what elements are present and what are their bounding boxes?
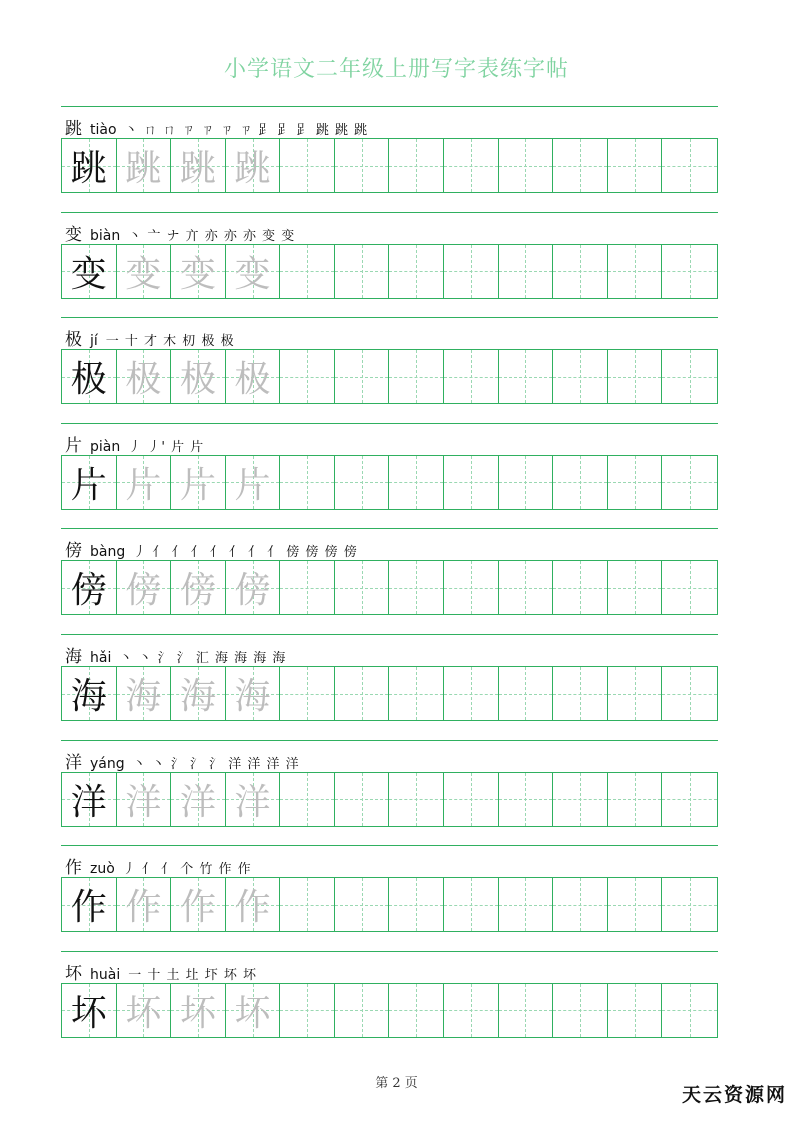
trace-char: 傍	[125, 570, 162, 612]
trace-char: 极	[125, 359, 162, 401]
tian-grid	[61, 349, 718, 404]
grid-cell	[444, 984, 499, 1037]
trace-char: 极	[234, 359, 271, 401]
trace-char: 变	[234, 253, 271, 295]
grid-cell	[608, 245, 663, 298]
grid-cell	[553, 350, 608, 403]
tian-grid	[61, 666, 718, 721]
grid-cell	[662, 667, 717, 720]
grid-cell	[226, 878, 281, 931]
char-info	[65, 325, 235, 351]
char-label: 洋	[65, 752, 82, 773]
practice-row	[61, 317, 718, 413]
grid-cell	[553, 667, 608, 720]
trace-char: 变	[179, 253, 216, 295]
trace-char: 变	[125, 253, 162, 295]
site-watermark: 天云资源网	[681, 1084, 787, 1106]
grid-cell	[662, 139, 717, 192]
trace-char: 洋	[125, 781, 162, 823]
grid-cell	[608, 984, 663, 1037]
grid-cell	[280, 350, 335, 403]
grid-cell	[226, 350, 281, 403]
grid-cell	[662, 456, 717, 509]
trace-char: 坏	[125, 992, 162, 1034]
char-info	[65, 431, 205, 456]
practice-row	[61, 528, 718, 624]
grid-cell	[499, 878, 554, 931]
row-separator	[61, 634, 718, 635]
trace-char: 海	[179, 676, 216, 717]
grid-cell	[62, 561, 117, 614]
row-separator	[61, 212, 718, 213]
grid-cell	[553, 456, 608, 509]
grid-cell	[608, 773, 663, 826]
grid-cell	[608, 561, 663, 614]
practice-row	[61, 845, 718, 941]
grid-cell	[117, 878, 172, 931]
grid-cell	[389, 350, 444, 403]
grid-cell	[662, 773, 717, 826]
grid-cell	[389, 456, 444, 509]
grid-cell	[499, 773, 554, 826]
stroke-order: 丿 亻 亻 亻 亻 亻 亻 亻 傍 傍 傍 傍	[133, 545, 358, 561]
grid-cell	[499, 456, 554, 509]
trace-char: 极	[179, 359, 216, 401]
grid-cell	[444, 878, 499, 931]
grid-cell	[499, 350, 554, 403]
trace-char: 坏	[179, 992, 216, 1034]
grid-cell	[553, 984, 608, 1037]
grid-cell	[171, 878, 226, 931]
grid-cell	[553, 245, 608, 298]
grid-cell	[171, 245, 226, 298]
grid-cell	[335, 245, 390, 298]
grid-cell	[335, 984, 390, 1037]
tian-grid	[61, 138, 718, 193]
grid-cell	[117, 350, 172, 403]
trace-char: 跳	[179, 148, 216, 189]
model-char: 极	[70, 359, 107, 401]
grid-cell	[62, 878, 117, 931]
grid-cell	[226, 139, 281, 192]
grid-cell	[62, 667, 117, 720]
pinyin-label: bàng	[90, 544, 126, 561]
grid-cell	[226, 773, 281, 826]
grid-cell	[335, 139, 390, 192]
char-label: 片	[65, 435, 82, 456]
grid-cell	[62, 350, 117, 403]
tian-grid	[61, 244, 718, 299]
grid-cell	[499, 245, 554, 298]
grid-cell	[226, 456, 281, 509]
practice-row	[61, 634, 718, 730]
pinyin-label: zuò	[90, 861, 115, 878]
stroke-order: 丶 亠 ナ 亣 亦 亦 亦 变 变	[128, 228, 296, 244]
grid-cell	[117, 667, 172, 720]
row-separator	[61, 317, 718, 318]
pinyin-label: tiào	[90, 122, 117, 138]
grid-cell	[171, 773, 226, 826]
grid-cell	[280, 984, 335, 1037]
char-info	[65, 642, 287, 667]
char-label: 坏	[65, 963, 82, 984]
practice-row	[61, 106, 718, 202]
grid-cell	[226, 245, 281, 298]
grid-cell	[280, 561, 335, 614]
stroke-order: 一 十 土 圵 圷 坏 坏	[128, 967, 258, 983]
grid-cell	[499, 984, 554, 1037]
grid-cell	[662, 561, 717, 614]
grid-cell	[335, 667, 390, 720]
trace-char: 跳	[234, 148, 271, 189]
grid-cell	[335, 561, 390, 614]
grid-cell	[280, 139, 335, 192]
char-label: 极	[65, 330, 82, 351]
grid-cell	[62, 245, 117, 298]
grid-cell	[662, 245, 717, 298]
grid-cell	[335, 456, 390, 509]
practice-row	[61, 740, 718, 836]
stroke-order: 丿 亻 亻 个 竹 作 作	[122, 862, 252, 878]
grid-cell	[62, 984, 117, 1037]
grid-cell	[499, 561, 554, 614]
row-separator	[61, 845, 718, 846]
grid-cell	[499, 667, 554, 720]
grid-cell	[662, 984, 717, 1037]
grid-cell	[444, 667, 499, 720]
grid-cell	[171, 561, 226, 614]
grid-cell	[608, 667, 663, 720]
grid-cell	[335, 773, 390, 826]
pinyin-label: biàn	[90, 227, 121, 244]
grid-cell	[553, 139, 608, 192]
grid-cell	[608, 139, 663, 192]
model-char: 变	[70, 253, 107, 295]
grid-cell	[662, 350, 717, 403]
trace-char: 作	[179, 887, 216, 929]
grid-cell	[553, 773, 608, 826]
stroke-order: 丶 丶 氵 氵 氵 洋 洋 洋 洋	[132, 756, 300, 772]
row-separator	[61, 106, 718, 107]
trace-char: 作	[234, 887, 271, 929]
trace-char: 坏	[234, 992, 271, 1034]
grid-cell	[608, 350, 663, 403]
grid-cell	[608, 456, 663, 509]
practice-row	[61, 423, 718, 519]
char-info	[65, 536, 358, 562]
trace-char: 洋	[179, 781, 216, 823]
stroke-order: 丶 丶 氵 氵 汇 海 海 海 海	[119, 651, 287, 666]
char-label: 海	[65, 647, 82, 667]
char-info	[65, 748, 300, 773]
trace-char: 海	[125, 676, 162, 717]
tian-grid	[61, 772, 718, 827]
stroke-order: 一 十 才 木 朷 极 极	[105, 334, 235, 350]
grid-cell	[117, 561, 172, 614]
model-char: 海	[70, 676, 107, 717]
tian-grid	[61, 560, 718, 615]
grid-cell	[444, 773, 499, 826]
page-number: 第 2 页	[375, 1076, 418, 1091]
stroke-order: 丿 丿' 片 片	[128, 439, 205, 455]
model-char: 片	[70, 464, 107, 506]
grid-cell	[444, 456, 499, 509]
grid-cell	[389, 667, 444, 720]
grid-cell	[389, 245, 444, 298]
practice-row	[61, 212, 718, 308]
tian-grid	[61, 455, 718, 510]
tian-grid	[61, 877, 718, 932]
grid-cell	[553, 878, 608, 931]
grid-cell	[335, 350, 390, 403]
pinyin-label: huài	[90, 966, 121, 983]
pinyin-label: yáng	[90, 755, 125, 772]
pinyin-label: piàn	[90, 438, 121, 455]
model-char: 坏	[70, 992, 107, 1034]
grid-cell	[171, 984, 226, 1037]
grid-cell	[444, 561, 499, 614]
grid-cell	[444, 245, 499, 298]
grid-cell	[117, 245, 172, 298]
grid-cell	[62, 456, 117, 509]
grid-cell	[171, 350, 226, 403]
trace-char: 片	[234, 464, 271, 506]
grid-cell	[444, 139, 499, 192]
grid-cell	[117, 984, 172, 1037]
grid-cell	[226, 561, 281, 614]
trace-char: 片	[125, 464, 162, 506]
trace-char: 海	[234, 676, 271, 717]
model-char: 作	[70, 887, 107, 929]
grid-cell	[389, 139, 444, 192]
row-separator	[61, 528, 718, 529]
trace-char: 傍	[234, 570, 271, 612]
model-char: 傍	[70, 570, 107, 612]
grid-cell	[62, 773, 117, 826]
grid-cell	[662, 878, 717, 931]
row-separator	[61, 951, 718, 952]
char-info	[65, 220, 296, 245]
grid-cell	[280, 773, 335, 826]
grid-cell	[389, 984, 444, 1037]
grid-cell	[62, 139, 117, 192]
char-label: 跳	[65, 119, 82, 139]
grid-cell	[226, 984, 281, 1037]
char-info	[65, 114, 369, 139]
model-char: 洋	[70, 781, 107, 823]
grid-cell	[280, 456, 335, 509]
grid-cell	[171, 139, 226, 192]
grid-cell	[280, 667, 335, 720]
grid-cell	[389, 561, 444, 614]
char-label: 作	[65, 858, 82, 879]
trace-char: 洋	[234, 781, 271, 823]
grid-cell	[226, 667, 281, 720]
grid-cell	[280, 245, 335, 298]
char-info	[65, 959, 258, 984]
grid-cell	[553, 561, 608, 614]
tian-grid	[61, 983, 718, 1038]
trace-char: 作	[125, 887, 162, 929]
char-label: 傍	[65, 541, 82, 562]
grid-cell	[389, 878, 444, 931]
pinyin-label: jí	[90, 333, 98, 350]
grid-cell	[608, 878, 663, 931]
trace-char: 跳	[125, 148, 162, 189]
grid-cell	[171, 456, 226, 509]
grid-cell	[117, 773, 172, 826]
trace-char: 傍	[179, 570, 216, 612]
grid-cell	[117, 139, 172, 192]
page-title: 小学语文二年级上册写字表练字帖	[223, 57, 569, 82]
trace-char: 片	[179, 464, 216, 506]
row-separator	[61, 740, 718, 741]
stroke-order: 丶 ㄇ ㄇ ㄗ ㄗ ㄗ ㄗ 𧾷 𧾷 𧾷 跳 跳 跳	[124, 123, 369, 138]
grid-cell	[499, 139, 554, 192]
char-info	[65, 853, 252, 879]
pinyin-label: hǎi	[90, 650, 112, 666]
model-char: 跳	[70, 148, 107, 189]
grid-cell	[171, 667, 226, 720]
grid-cell	[335, 878, 390, 931]
grid-cell	[117, 456, 172, 509]
row-separator	[61, 423, 718, 424]
grid-cell	[389, 773, 444, 826]
practice-row	[61, 951, 718, 1047]
grid-cell	[280, 878, 335, 931]
grid-cell	[444, 350, 499, 403]
char-label: 变	[65, 224, 82, 245]
